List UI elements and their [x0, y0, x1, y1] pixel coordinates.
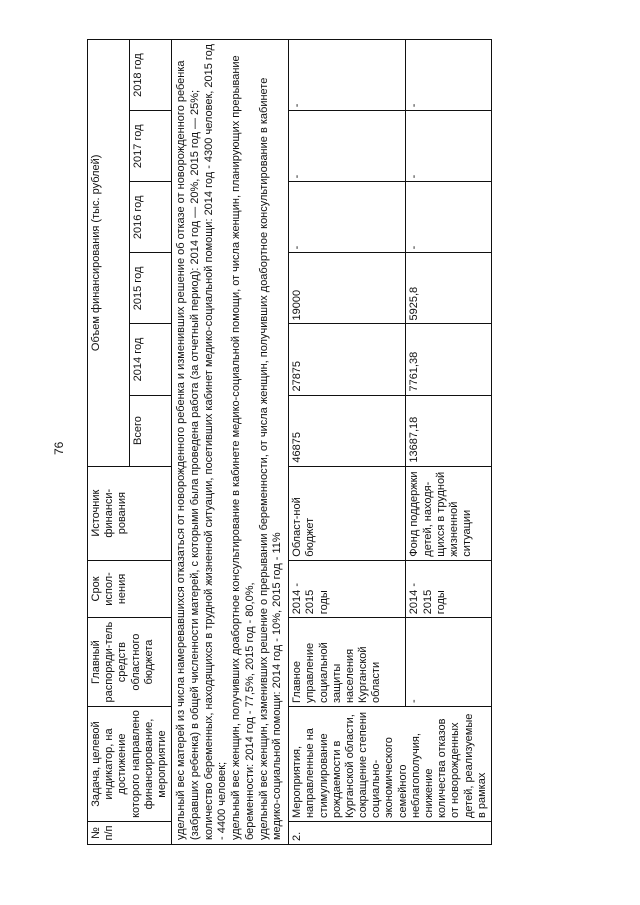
row-term: 2014 - 2015 годы — [289, 560, 406, 617]
header-2014: 2014 год — [130, 324, 172, 395]
row-2018: - — [406, 40, 492, 111]
row-2016: - — [406, 182, 492, 253]
target-line-3: удельный вес женщин, получивших доабортное консультирование в кабинете медико-социальной помощи, от числа женщин, планирующих прерывание беременности: 2014 год - 77,5%, 2015 год - 80,0%, — [230, 55, 256, 840]
financing-table — [87, 39, 492, 845]
row-2015: 5925,8 — [406, 253, 492, 324]
header-task: Задача, целевой индикатор, на достижение которого направлено финансирование, мероприятие — [88, 707, 172, 822]
row-2016: - — [289, 182, 406, 253]
target-line-2: количество беременных, находящихся в трудной жизненной ситуации, посетивших кабинет медико-социальной помощи: 2014 год - 4300 человек, 2015 год - 4400 человек; — [202, 44, 229, 840]
table-row — [289, 40, 406, 845]
row-total: 13687,18 — [406, 395, 492, 466]
row-num: 2. — [289, 822, 492, 845]
row-2018: - — [289, 40, 406, 111]
page-number: 76 — [52, 441, 66, 455]
target-line-4: удельный вес женщин, изменивших решение о прерывании беременности, от числа женщин, получивших доабортное консультирование в кабинете медико-социальной помощи: 2014 год - 10%, 2015 год - 11% — [257, 77, 284, 840]
row-2017: - — [289, 111, 406, 182]
header-2015: 2015 год — [130, 253, 172, 324]
header-2017: 2017 год — [130, 111, 172, 182]
target-line-1: удельный вес матерей из числа намеревавшихся отказаться от новорожденного ребенка и изменивших решение об отказе от новорожденного ребенка (забравших ребенка) в общей численности матерей, с которыми была проведена работа (за отчетный период): 2014 год — 20%, 2015 год — 25%; — [175, 60, 201, 840]
header-total: Всего — [130, 395, 172, 466]
header-num: № п/п — [88, 822, 172, 845]
row-2014: 7761,38 — [406, 324, 492, 395]
row-2014: 27875 — [289, 324, 406, 395]
rotated-table-container — [87, 39, 622, 845]
row-manager: Главное управление социальной защиты населения Курганской области — [289, 618, 406, 707]
row-task: Мероприятия, направленные на стимулирование рождаемости в Курганской области, сокращение степени социально-экономического семейного неблагополучия, снижение количества отказов от новорожденных детей, реализуемые в рамках — [289, 707, 492, 822]
header-term: Срок испол-нения — [88, 560, 172, 617]
target-indicators-row — [172, 40, 289, 845]
header-2016: 2016 год — [130, 182, 172, 253]
header-volume: Объем финансирования (тыс. рублей) — [88, 40, 130, 467]
row-source: Фонд поддержки детей, находя-щихся в трудной жизненной ситуации — [406, 466, 492, 560]
header-row-1 — [88, 40, 130, 845]
row-total: 46875 — [289, 395, 406, 466]
row-source: Област-ной бюджет — [289, 466, 406, 560]
header-source: Источник финанси-рования — [88, 466, 172, 560]
row-manager: - — [406, 618, 492, 707]
header-2018: 2018 год — [130, 40, 172, 111]
row-2017: - — [406, 111, 492, 182]
row-term: 2014 - 2015 годы — [406, 560, 492, 617]
target-indicators-cell — [172, 40, 289, 845]
header-manager: Главный распоряди-тель средств областного бюджета — [88, 618, 172, 707]
row-2015: 19000 — [289, 253, 406, 324]
